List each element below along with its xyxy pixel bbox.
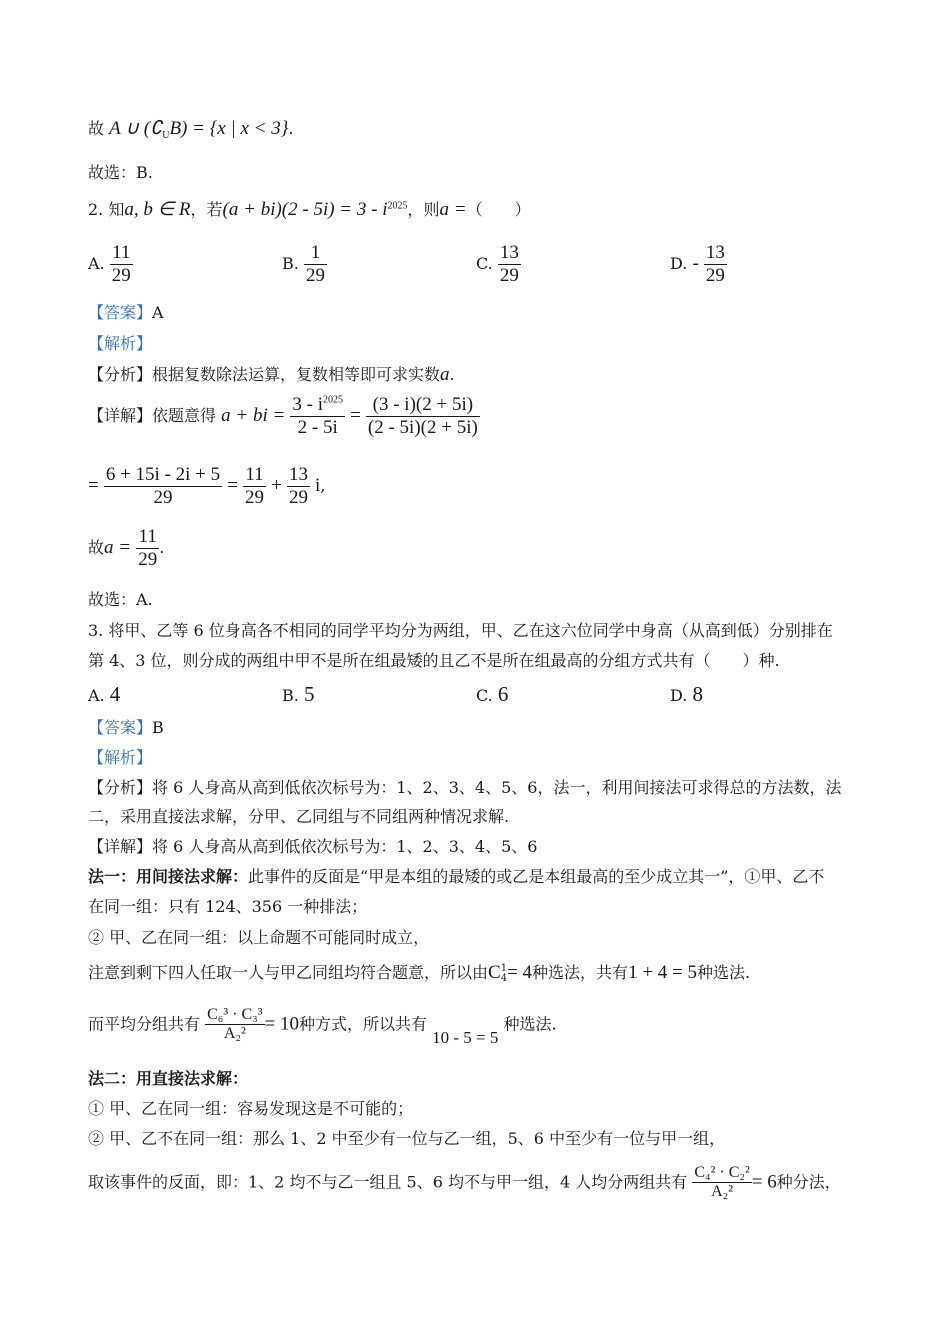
denominator: 29 <box>288 486 308 508</box>
text: 种分法， <box>776 1172 841 1192</box>
math: i <box>315 474 321 496</box>
q2-detail-line-2 <box>88 464 325 509</box>
option-label: A. <box>88 686 105 705</box>
option-label: C. <box>476 686 493 705</box>
q3-option-a <box>88 682 120 707</box>
text: ，则 <box>407 200 440 219</box>
text: . <box>159 537 165 557</box>
answer-tag: 【答案】 <box>88 303 153 322</box>
option-value: 8 <box>692 682 703 706</box>
fenxi-tag: 【分析】 <box>88 778 153 797</box>
detail-tag: 【详解】 <box>88 405 153 425</box>
method-title: 法一：用间接法求解： <box>88 867 249 886</box>
text: 种选法. <box>503 1014 557 1034</box>
math: = <box>88 474 99 496</box>
text: 取该事件的反面，即：1、2 均不与乙一组且 5、6 均不与甲一组，4 人均分两组共有 <box>88 1172 688 1192</box>
math: + <box>271 474 282 496</box>
answer-value: B <box>152 718 164 737</box>
fraction <box>243 464 266 509</box>
q3-detail <box>88 837 537 856</box>
q3-analysis-tag: 【解析】 <box>88 748 153 767</box>
fraction <box>104 464 222 509</box>
numerator: 13 <box>288 464 308 485</box>
math-sup: 2025 <box>323 394 343 406</box>
math: a + bi = <box>221 404 286 426</box>
text: . <box>288 119 294 138</box>
q2-option-c <box>476 242 521 287</box>
fraction <box>304 242 327 287</box>
denominator: 29 <box>499 264 519 286</box>
option-label: A. <box>88 253 105 273</box>
method-2-line-2: ② 甲、乙不在同一组：那么 1、2 中至少有一位与乙一组，5、6 中至少有一位与甲一组， <box>88 1129 726 1148</box>
math: 3 - i <box>292 394 323 415</box>
math: 10 - 5 = 5 <box>432 1028 499 1048</box>
denominator: 29 <box>138 548 158 570</box>
blank-paren: （ ） <box>466 200 531 219</box>
answer-value: A <box>152 303 164 322</box>
fraction <box>290 394 345 439</box>
option-label: B. <box>282 253 299 273</box>
numerator: 13 <box>499 242 519 263</box>
fenxi-tag: 【分析】 <box>88 365 153 384</box>
numerator: C₄² · C₂² <box>692 1164 751 1183</box>
text: 将 6 人身高从高到低依次标号为：1、2、3、4、5、6，法一，利用间接法可求得总的方法数，法 <box>152 778 842 797</box>
question-3-stem-line-2: 第 4、3 位，则分成的两组中甲不是所在组最矮的且乙不是所在组最高的分组方式共有（ ）种. <box>88 651 780 670</box>
q3-option-d <box>670 682 703 707</box>
math: a, b ∈ R <box>124 199 191 220</box>
text: 将 6 人身高从高到低依次标号为：1、2、3、4、5、6 <box>152 837 538 856</box>
math-sup: 1 <box>500 962 508 974</box>
denominator: A₂² <box>711 1183 734 1201</box>
method-1-line-2: 在同一组：只有 124、356 一种排法； <box>88 897 368 916</box>
math: B) = {x | x < 3} <box>169 118 289 139</box>
math-sub: 4 <box>500 972 508 984</box>
math: = 6 <box>751 1171 777 1193</box>
answer-tag: 【答案】 <box>88 718 153 737</box>
numerator: 11 <box>136 526 159 549</box>
option-label: B. <box>282 686 299 705</box>
conclusion-line-1 <box>88 118 293 142</box>
minus-sign: - <box>692 252 699 274</box>
numerator: 6 + 15i - 2i + 5 <box>105 464 221 485</box>
q2-detail-line-1 <box>88 394 480 439</box>
math: (a + bi)(2 - 5i) = 3 - i <box>222 199 388 220</box>
option-label: D. <box>670 686 688 705</box>
option-value: 5 <box>303 682 315 706</box>
question-3-stem-line-1: 3. 将甲、乙等 6 位身高各不相同的同学平均分为两组，甲、乙在这六位同学中身高（从高到低）分别排在 <box>88 621 833 640</box>
math: = 10 <box>264 1013 299 1035</box>
q2-final-choice: 故选：A. <box>88 590 153 609</box>
math: a = <box>439 199 467 220</box>
q2-option-d <box>670 242 727 287</box>
text: ，若 <box>190 200 223 219</box>
math-sup: 2025 <box>387 200 408 212</box>
fraction <box>366 394 480 439</box>
choice-line-1: 故选：B. <box>88 163 153 182</box>
q2-option-a <box>88 242 133 287</box>
q2-conclusion <box>88 526 164 571</box>
numerator: (3 - i)(2 + 5i) <box>366 394 480 417</box>
method-1-line-4 <box>88 962 750 985</box>
text: 故 <box>88 537 105 557</box>
q2-analysis-tag: 【解析】 <box>88 334 153 353</box>
method-2-line-3 <box>88 1164 841 1202</box>
denominator: 29 <box>705 264 725 286</box>
method-2-line-1: ① 甲、乙在同一组：容易发现这是不可能的； <box>88 1099 414 1118</box>
option-label: D. <box>670 253 688 273</box>
fraction <box>498 242 521 287</box>
fraction <box>110 242 133 287</box>
text: 种选法. <box>697 963 751 982</box>
text: 故 <box>88 119 105 138</box>
option-value: 6 <box>497 682 509 706</box>
denominator: (2 - 5i)(2 + 5i) <box>367 416 478 438</box>
option-label: C. <box>476 253 493 273</box>
numerator: 1 <box>304 242 327 265</box>
math: = 4 <box>507 962 533 983</box>
q3-answer <box>88 718 164 737</box>
question-2-stem <box>88 199 531 222</box>
text: 注意到剩下四人任取一人与甲乙同组均符合题意，所以由 <box>88 963 489 982</box>
question-number: 2. 知 <box>88 200 125 219</box>
denominator: 29 <box>111 264 131 286</box>
text: 种选法，共有 <box>532 963 629 982</box>
denominator: A₂² <box>223 1025 246 1043</box>
option-value: 4 <box>109 682 121 706</box>
math: = <box>227 474 238 496</box>
fraction <box>692 1164 751 1202</box>
denominator: 2 - 5i <box>297 416 338 438</box>
math: = <box>350 404 361 426</box>
text: 根据复数除法运算，复数相等即可求实数 <box>152 365 441 384</box>
q2-option-b <box>282 242 327 287</box>
math: C <box>488 962 501 983</box>
fraction <box>136 526 159 571</box>
q2-fenxi <box>88 364 455 387</box>
fraction <box>287 464 310 509</box>
denominator: 29 <box>153 486 173 508</box>
text: 种方式，所以共有 <box>299 1014 428 1034</box>
q3-fenxi-line-1 <box>88 778 841 797</box>
denominator: 29 <box>245 486 265 508</box>
q3-option-b <box>282 682 314 707</box>
math: A ∪ (∁ <box>109 118 163 139</box>
detail-tag: 【详解】 <box>88 837 153 856</box>
numerator: 11 <box>243 464 266 487</box>
fraction <box>205 1006 264 1044</box>
text: 此事件的反面是“甲是本组的最矮的或乙是本组最高的至少成立其一”，①甲、乙不 <box>248 867 825 886</box>
method-1-line-3: ② 甲、乙在同一组：以上命题不可能同时成立， <box>88 928 430 947</box>
math-sub: U <box>162 130 170 142</box>
text: , <box>320 475 326 495</box>
math: a = <box>104 536 132 558</box>
text: 而平均分组共有 <box>88 1014 201 1034</box>
math: 1 + 4 = 5 <box>628 962 697 983</box>
math: a <box>440 364 450 385</box>
q3-option-c <box>476 682 508 707</box>
method-1-line-5 <box>88 1006 557 1048</box>
numerator: 11 <box>110 242 133 265</box>
fraction <box>704 242 727 287</box>
method-2-title: 法二：用直接法求解： <box>88 1069 249 1088</box>
q3-fenxi-line-2: 二，采用直接法求解，分甲、乙同组与不同组两种情况求解. <box>88 807 510 826</box>
numerator <box>290 394 345 417</box>
numerator: C₆³ · C₃³ <box>205 1006 264 1025</box>
text: . <box>449 365 455 384</box>
denominator: 29 <box>305 264 325 286</box>
text: 依题意得 <box>152 405 217 425</box>
method-1-line-1 <box>88 867 824 886</box>
numerator: 13 <box>705 242 725 263</box>
q2-answer <box>88 303 164 322</box>
